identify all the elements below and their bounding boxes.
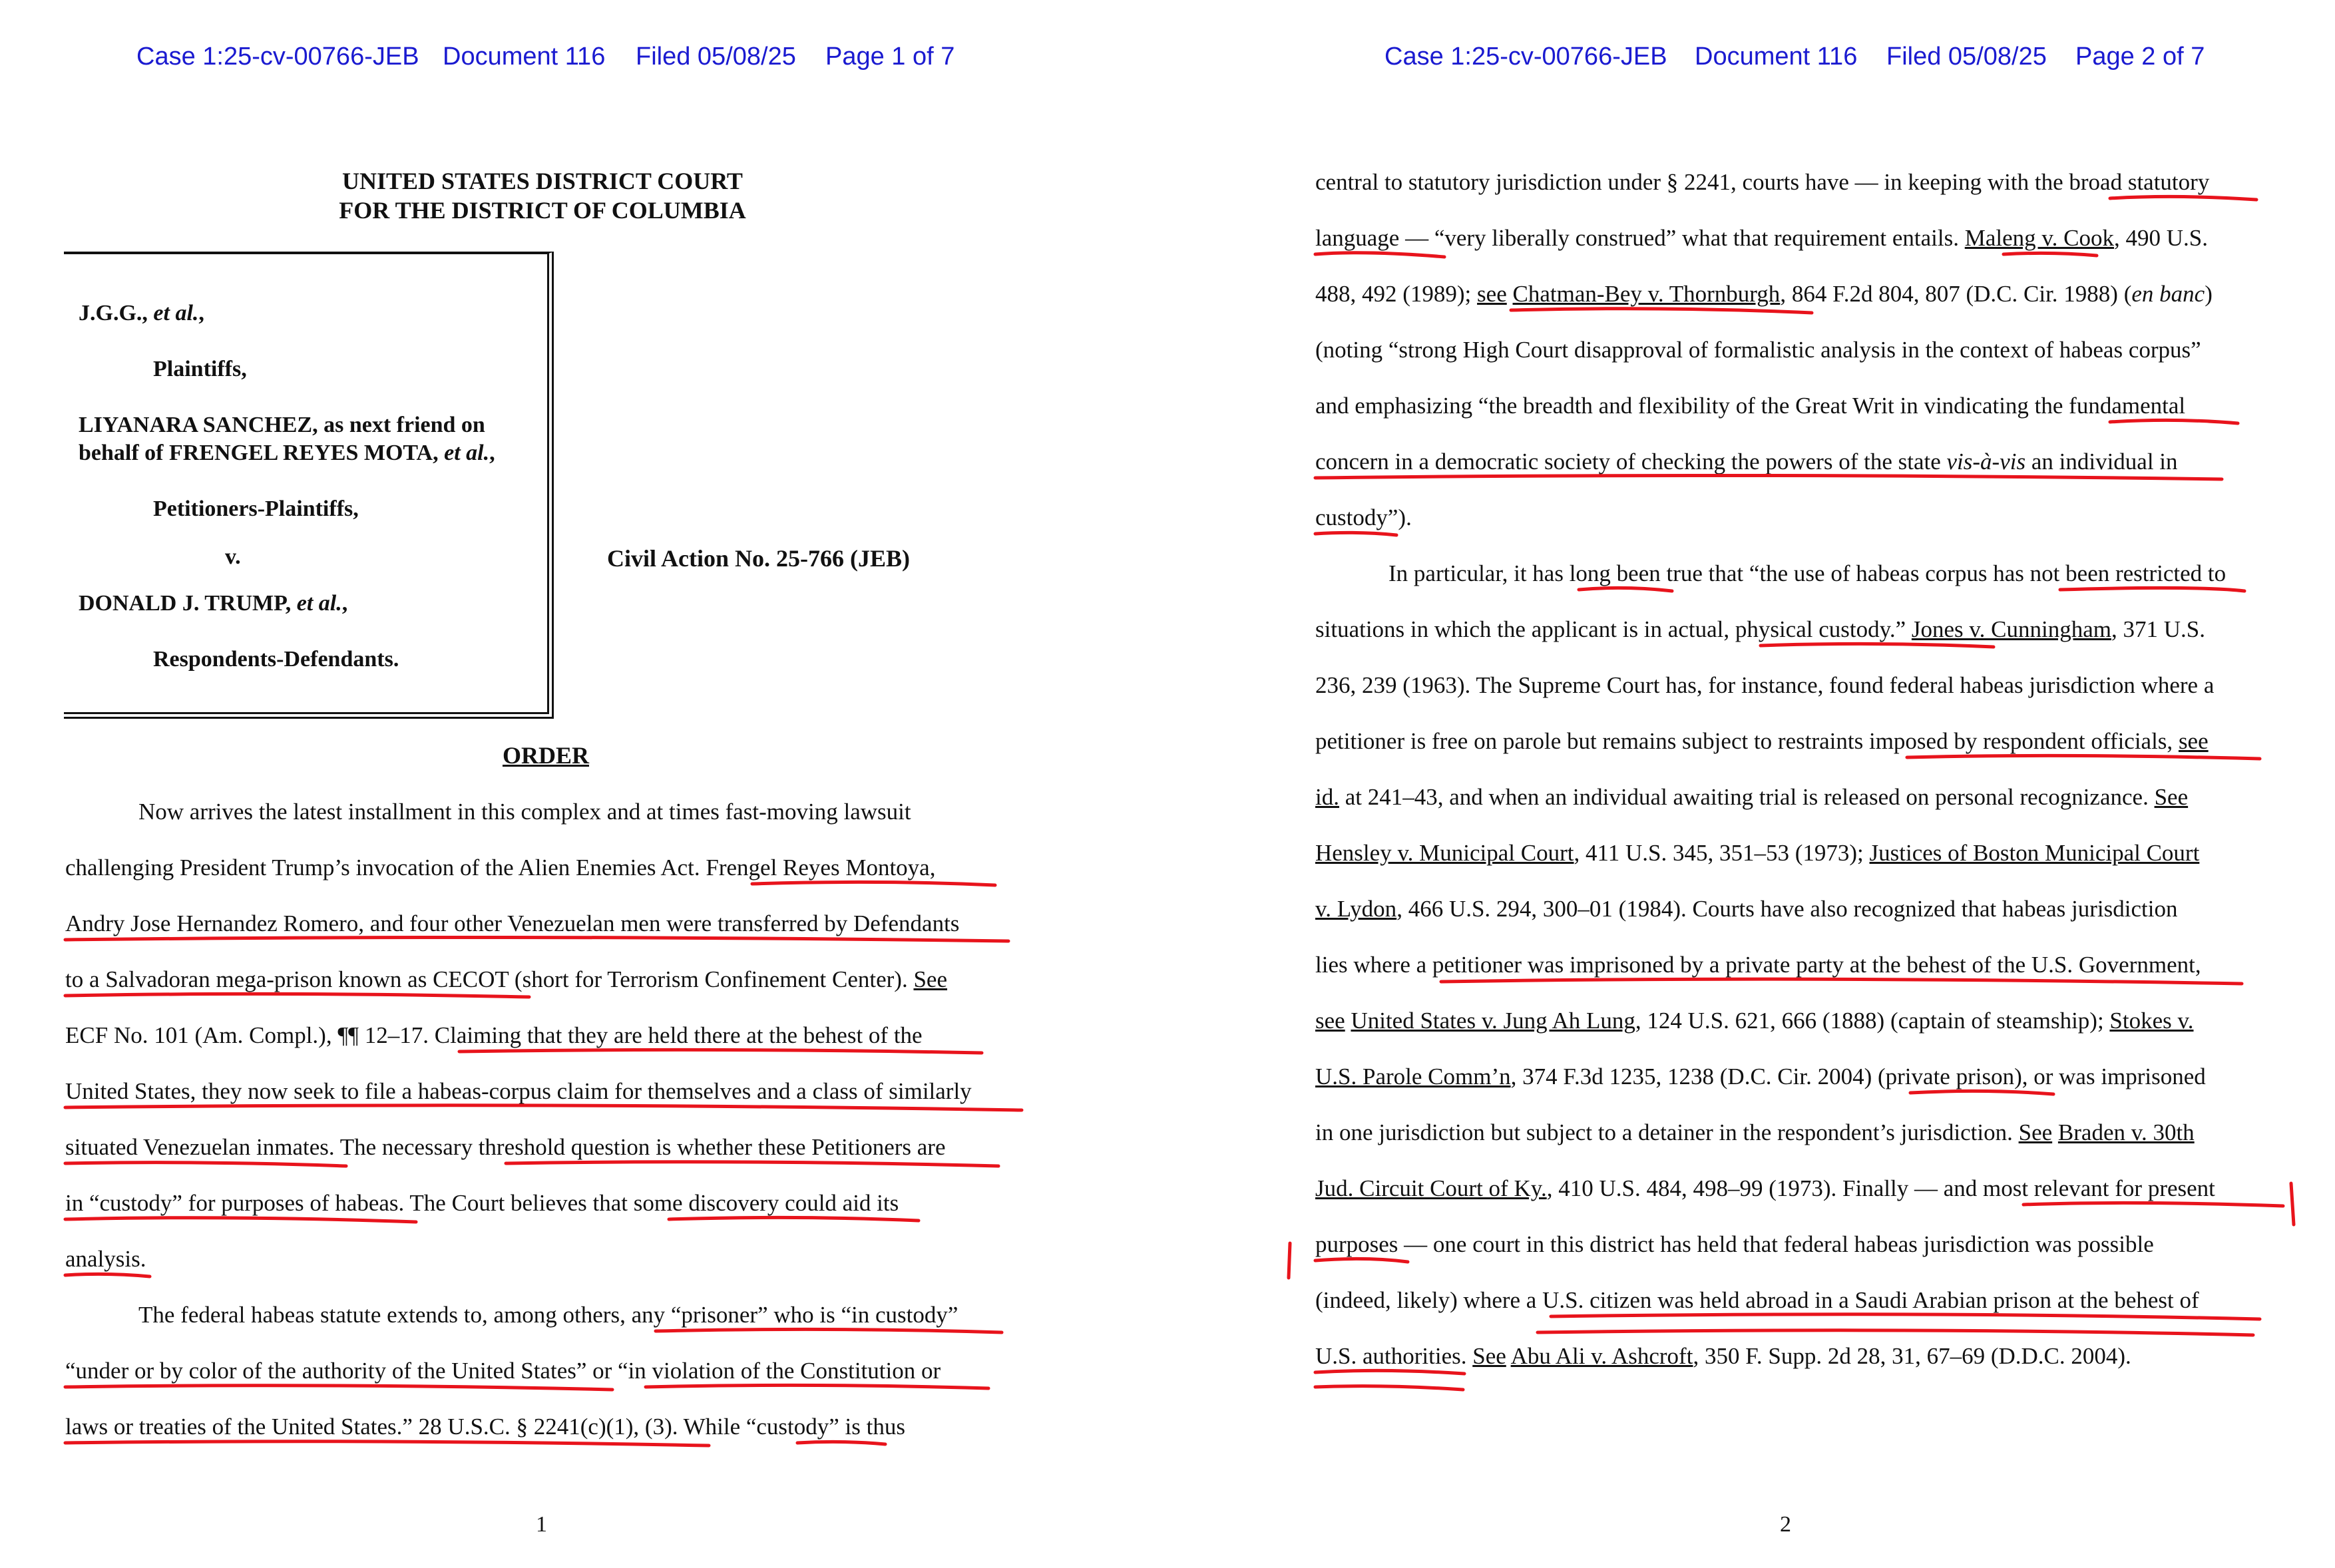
caption-plaintiffs: Plaintiffs, <box>153 357 247 381</box>
page1-line-10: The federal habeas statute extends to, among others, any “prisoner” who is “in custody” <box>138 1302 958 1328</box>
citation-stokes: Stokes v. <box>2109 1008 2194 1034</box>
page2-line-16: see United States v. Jung Ah Lung, 124 U.S. 621, 666 (1888) (captain of steamship); Stokes v. <box>1315 1008 2194 1034</box>
page2-line-13: Hensley v. Municipal Court, 411 U.S. 345, 351–53 (1973); Justices of Boston Municipal Court <box>1315 840 2200 866</box>
citation-hensley: Hensley v. Municipal Court <box>1315 840 1574 866</box>
page2-line-17: U.S. Parole Comm’n, 374 F.3d 1235, 1238 (D.C. Cir. 2004) (private prison), or was imprisoned <box>1315 1064 2206 1089</box>
caption-versus: v. <box>225 544 241 569</box>
caption-respondents: Respondents-Defendants. <box>153 647 399 672</box>
header-filed-date: Filed 05/08/25 <box>1886 43 2047 71</box>
page1-line-1: Now arrives the latest installment in this complex and at times fast-moving lawsuit <box>138 799 911 825</box>
page2-line-21: (indeed, likely) where a U.S. citizen was held abroad in a Saudi Arabian prison at the behest of <box>1315 1287 2199 1313</box>
header-case-number: Case 1:25-cv-00766-JEB <box>1384 43 1667 71</box>
page1-line-9: analysis. <box>65 1246 146 1272</box>
header-page-count: Page 1 of 7 <box>825 43 955 71</box>
caption-defendant: DONALD J. TRUMP, et al., <box>79 591 348 616</box>
caption-party-2-line-2: behalf of FRENGEL REYES MOTA, et al., <box>79 441 495 465</box>
court-title-line-1: UNITED STATES DISTRICT COURT <box>342 168 743 194</box>
page2-line-7: custody”). <box>1315 504 1412 530</box>
page-number-1: 1 <box>536 1512 547 1537</box>
page2-line-12: id. at 241–43, and when an individual awaiting trial is released on personal recognizance. See <box>1315 784 2189 810</box>
page1-line-2: challenging President Trump’s invocation of the Alien Enemies Act. Frengel Reyes Montoya, <box>65 855 936 881</box>
citation-braden: Braden v. 30th <box>2057 1119 2195 1145</box>
page1-line-7: situated Venezuelan inmates. The necessary threshold question is whether these Petitioners are <box>65 1134 946 1160</box>
citation-abu-ali: Abu Ali v. Ashcroft <box>1510 1343 1693 1369</box>
see-citation-signal: See <box>913 966 948 992</box>
court-title <box>0 166 1085 225</box>
citation-jung-ah-lung: United States v. Jung Ah Lung <box>1351 1008 1635 1034</box>
civil-action-number: Civil Action No. 25-766 (JEB) <box>607 545 910 572</box>
page1-line-4: to a Salvadoran mega-prison known as CECOT (short for Terrorism Confinement Center). See <box>65 966 948 992</box>
caption-petitioners: Petitioners-Plaintiffs, <box>153 496 359 521</box>
citation-chatman-bey: Chatman-Bey v. Thornburgh <box>1512 281 1781 307</box>
page2-line-2: language — “very liberally construed” what that requirement entails. Maleng v. Cook, 490 U.S. <box>1315 225 2208 251</box>
page2-line-15: lies where a petitioner was imprisoned by a private party at the behest of the U.S. Government, <box>1315 952 2201 978</box>
header-case-number: Case 1:25-cv-00766-JEB <box>136 43 419 71</box>
page2-line-20: purposes — one court in this district has held that federal habeas jurisdiction was possible <box>1315 1231 2154 1257</box>
page1-line-3: Andry Jose Hernandez Romero, and four other Venezuelan men were transferred by Defendants <box>65 910 960 936</box>
document-page-2 <box>1168 0 2335 1568</box>
page2-line-8: In particular, it has long been true that “the use of habeas corpus has not been restricted to <box>1388 560 2227 586</box>
page2-line-18: in one jurisdiction but subject to a detainer in the respondent’s jurisdiction. See Braden v. 30th <box>1315 1119 2195 1145</box>
page2-line-11: petitioner is free on parole but remains subject to restraints imposed by respondent officials, see <box>1315 728 2209 754</box>
page1-line-6: United States, they now seek to file a habeas-corpus claim for themselves and a class of similarly <box>65 1078 972 1104</box>
citation-justices-boston: Justices of Boston Municipal Court <box>1869 840 2200 866</box>
page1-line-12: laws or treaties of the United States.” 28 U.S.C. § 2241(c)(1), (3). While “custody” is thus <box>65 1414 905 1440</box>
page2-line-14: v. Lydon, 466 U.S. 294, 300–01 (1984). Courts have also recognized that habeas jurisdiction <box>1315 896 2178 922</box>
caption-party-2-line-1: LIYANARA SANCHEZ, as next friend on <box>79 413 485 437</box>
caption-party-1: J.G.G., et al., <box>79 301 204 325</box>
citation-maleng: Maleng v. Cook <box>1964 225 2114 251</box>
page2-line-9: situations in which the applicant is in actual, physical custody.” Jones v. Cunningham, 371 U.S. <box>1315 616 2205 642</box>
header-filed-date: Filed 05/08/25 <box>636 43 796 71</box>
page2-line-10: 236, 239 (1963). The Supreme Court has, for instance, found federal habeas jurisdiction where a <box>1315 672 2215 698</box>
page2-line-6: concern in a democratic society of checking the powers of the state vis-à-vis an individual in <box>1315 449 2178 475</box>
page1-line-8: in “custody” for purposes of habeas. The Court believes that some discovery could aid its <box>65 1190 899 1216</box>
header-document-number: Document 116 <box>443 43 606 71</box>
page2-line-5: and emphasizing “the breadth and flexibility of the Great Writ in vindicating the fundamental <box>1315 393 2186 419</box>
order-title: ORDER <box>502 742 589 769</box>
page2-line-1: central to statutory jurisdiction under § 2241, courts have — in keeping with the broad statutory <box>1315 169 2210 195</box>
court-title-line-2: FOR THE DISTRICT OF COLUMBIA <box>339 197 746 224</box>
page2-line-19: Jud. Circuit Court of Ky., 410 U.S. 484, 498–99 (1973). Finally — and most relevant for present <box>1315 1175 2215 1201</box>
page1-line-11: “under or by color of the authority of the United States” or “in violation of the Constitution or <box>65 1358 941 1384</box>
page2-line-3: 488, 492 (1989); see Chatman-Bey v. Thornburgh, 864 F.2d 804, 807 (D.C. Cir. 1988) (en banc) <box>1315 281 2213 307</box>
header-document-number: Document 116 <box>1695 43 1858 71</box>
page2-line-4: (noting “strong High Court disapproval of formalistic analysis in the context of habeas corpus” <box>1315 337 2201 363</box>
citation-jones: Jones v. Cunningham <box>1911 616 2111 642</box>
page1-line-5: ECF No. 101 (Am. Compl.), ¶¶ 12–17. Claiming that they are held there at the behest of the <box>65 1022 923 1048</box>
page-number-2: 2 <box>1780 1512 1791 1537</box>
page2-line-22: U.S. authorities. See Abu Ali v. Ashcroft, 350 F. Supp. 2d 28, 31, 67–69 (D.D.C. 2004). <box>1315 1343 2131 1369</box>
header-page-count: Page 2 of 7 <box>2075 43 2205 71</box>
